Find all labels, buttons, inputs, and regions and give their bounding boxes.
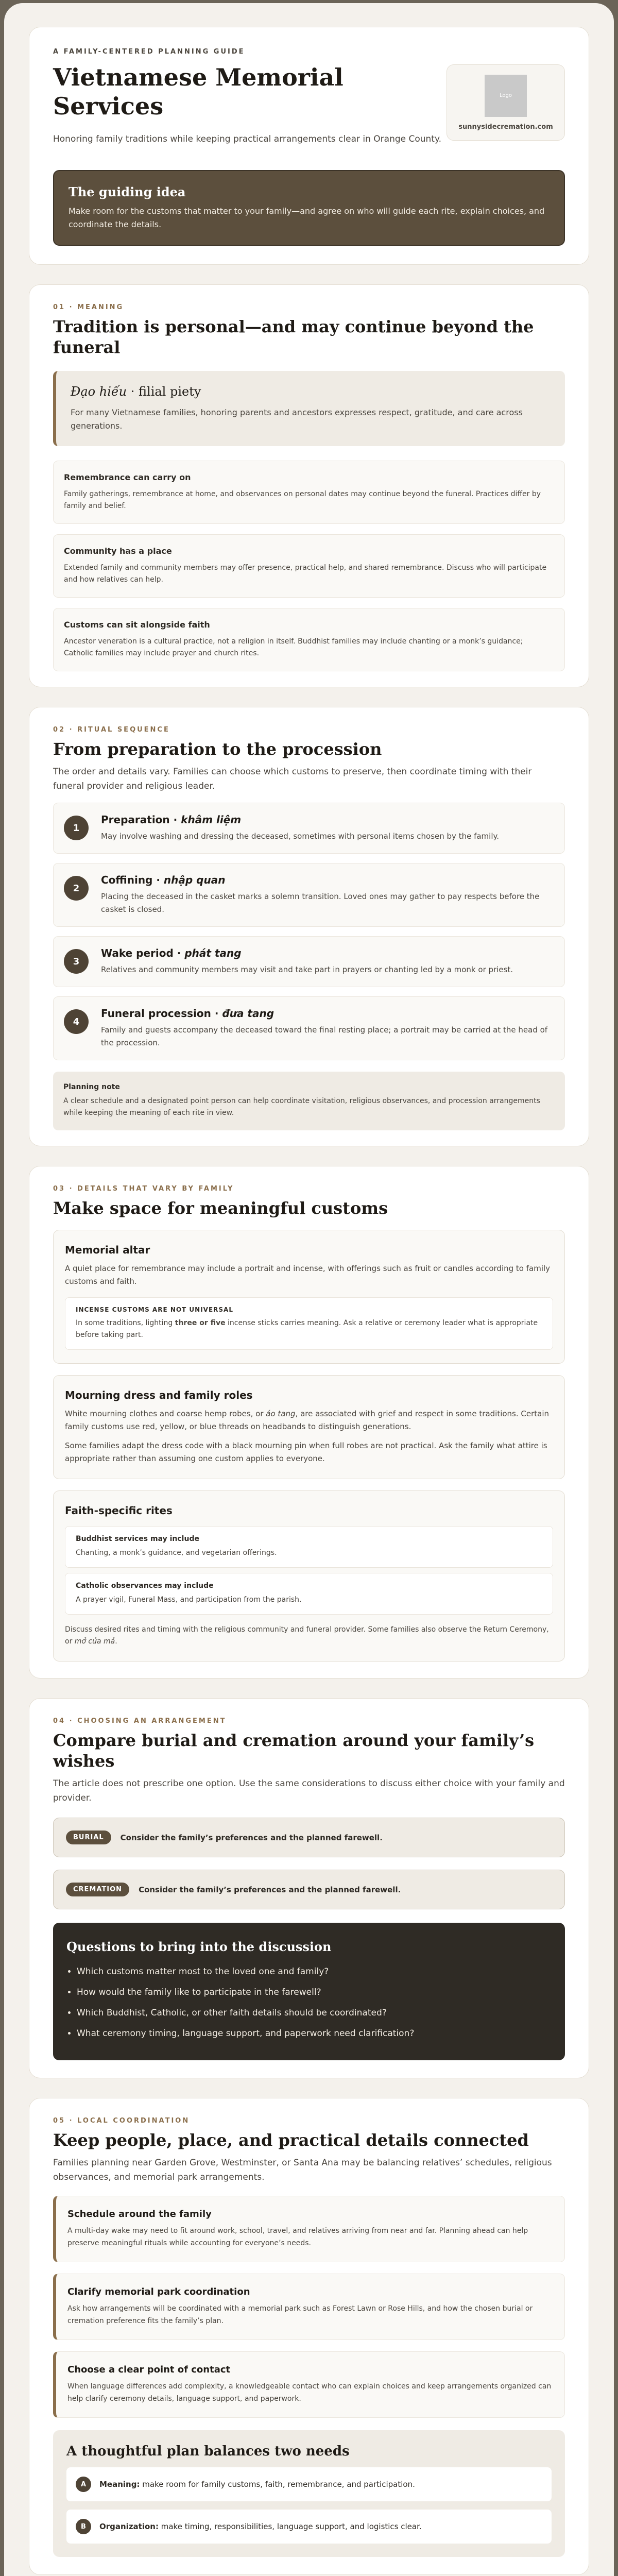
local-eyebrow: 05 · LOCAL COORDINATION bbox=[53, 2117, 190, 2125]
memorial-altar-card bbox=[53, 1230, 565, 1364]
guiding-idea-body: Make room for the customs that matter to your family—and agree on who will guide each rite, explain choices, and coordinate the details. bbox=[68, 206, 545, 229]
step-number: 1 bbox=[64, 816, 89, 840]
dress-text-post: , are associated with grief and respect in some traditions. Certain family customs use red, yellow, or blue threads on headbands to distinguish generations. bbox=[65, 1409, 550, 1431]
incense-text-bold: three or five bbox=[175, 1319, 226, 1327]
planning-note-body: A clear schedule and a designated point person can help coordinate visitation, religious observances, and procession arrangements while keeping the meaning of each rite in view. bbox=[63, 1097, 540, 1117]
details-section bbox=[29, 1166, 589, 1679]
meaning-panel bbox=[53, 534, 565, 598]
page-title bbox=[53, 63, 444, 121]
balance-desc: make room for family customs, faith, remembrance, and participation. bbox=[140, 2480, 415, 2489]
option-pill: CREMATION bbox=[66, 1883, 129, 1896]
dress-text-pre: White mourning clothes and coarse hemp robes, or bbox=[65, 1409, 266, 1418]
incense-text-post: incense sticks carries meaning. Ask a relative or ceremony leader what is appropriate before taking part. bbox=[76, 1319, 538, 1339]
faith-rites-card bbox=[53, 1490, 565, 1662]
questions-title: Questions to bring into the discussion bbox=[66, 1939, 332, 1954]
sequence-section bbox=[29, 707, 589, 1146]
incense-note bbox=[65, 1297, 553, 1350]
incense-note-title: INCENSE CUSTOMS ARE NOT UNIVERSAL bbox=[76, 1306, 233, 1313]
balance-label: Meaning: bbox=[99, 2480, 140, 2489]
arrangement-section bbox=[29, 1698, 589, 2078]
local-section bbox=[29, 2098, 589, 2575]
filial-piety-callout bbox=[53, 371, 565, 446]
balance-title: A thoughtful plan balances two needs bbox=[66, 2444, 350, 2459]
faith-footer-term: mở cửa mả bbox=[74, 1637, 115, 1646]
faith-footer-pre: Discuss desired rites and timing with the religious community and funeral provider. Some families also observe the Return Ceremony, or bbox=[65, 1625, 549, 1646]
guiding-idea-box bbox=[53, 170, 565, 246]
step-term: phát tang bbox=[184, 947, 242, 959]
faith-rites-title: Faith-specific rites bbox=[65, 1504, 173, 1517]
dress-term: áo tang bbox=[266, 1409, 296, 1418]
panel-title: Customs can sit alongside faith bbox=[64, 620, 210, 630]
planning-note bbox=[53, 1072, 565, 1130]
step-body: Family and guests accompany the deceased toward the final resting place; a portrait may be carried at the head of the procession. bbox=[101, 1025, 548, 1047]
mourning-dress-body-1 bbox=[65, 1408, 553, 1433]
panel-title: Community has a place bbox=[64, 546, 172, 556]
step-term: nhập quan bbox=[163, 874, 226, 886]
planning-note-title: Planning note bbox=[63, 1083, 120, 1091]
catholic-rites-title: Catholic observances may include bbox=[76, 1582, 214, 1590]
meaning-panel bbox=[53, 461, 565, 524]
details-eyebrow: 03 · DETAILS THAT VARY BY FAMILY bbox=[53, 1185, 234, 1193]
memorial-altar-title: Memorial altar bbox=[65, 1244, 150, 1256]
question-item: • Which Buddhist, Catholic, or other faith details should be coordinated? bbox=[77, 2003, 552, 2023]
burial-option bbox=[53, 1818, 565, 1857]
meaning-title: Tradition is personal—and may continue beyond the funeral bbox=[53, 317, 534, 357]
incense-text-pre: In some traditions, lighting bbox=[76, 1319, 175, 1327]
logo-caption: sunnysidecremation.com bbox=[458, 123, 553, 131]
logo-image bbox=[485, 75, 527, 117]
step-term: đưa tang bbox=[222, 1007, 274, 1020]
callout-term: Đạo hiếu bbox=[71, 384, 127, 399]
balance-box bbox=[53, 2430, 565, 2557]
local-panel-title: Choose a clear point of contact bbox=[67, 2364, 231, 2375]
incense-note-body bbox=[76, 1317, 542, 1341]
cremation-option bbox=[53, 1870, 565, 1909]
step-body: Relatives and community members may visit and take part in prayers or chanting led by a monk or priest. bbox=[101, 965, 513, 974]
ritual-step bbox=[53, 803, 565, 854]
panel-body: Extended family and community members may offer presence, practical help, and shared remembrance. Discuss who will participate and how relatives can help. bbox=[64, 564, 547, 584]
balance-item bbox=[66, 2510, 552, 2544]
local-panel-title: Schedule around the family bbox=[67, 2209, 212, 2219]
step-name: Coffining bbox=[101, 874, 153, 886]
option-pill: BURIAL bbox=[66, 1831, 111, 1844]
hero-card bbox=[29, 27, 589, 265]
balance-letter: A bbox=[76, 2477, 91, 2492]
buddhist-rites bbox=[65, 1526, 553, 1568]
local-panel bbox=[53, 2351, 565, 2418]
step-term: khâm liệm bbox=[181, 814, 242, 826]
page-title-line2: Services bbox=[53, 92, 164, 120]
local-panel-title: Clarify memorial park coordination bbox=[67, 2286, 250, 2297]
local-panel-body: When language differences add complexity, a knowledgeable contact who can explain choices and keep arrangements organized can help clarify ceremony details, language support, and paperwork. bbox=[67, 2382, 552, 2403]
step-number: 3 bbox=[64, 949, 89, 974]
arrangement-title: Compare burial and cremation around your family’s wishes bbox=[53, 1731, 535, 1771]
local-title: Keep people, place, and practical details connected bbox=[53, 2130, 529, 2150]
local-panel-body: A multi-day wake may need to fit around work, school, travel, and relatives arriving from near and far. Planning ahead can help preserve meaningful rituals while accounting for everyone’s needs. bbox=[67, 2227, 528, 2247]
step-title: Funeral procession · đưa tang bbox=[101, 1007, 274, 1020]
questions-list bbox=[66, 1961, 552, 2044]
question-item: • Which customs matter most to the loved one and family? bbox=[77, 1961, 552, 1982]
catholic-rites-body: A prayer vigil, Funeral Mass, and participation from the parish. bbox=[76, 1596, 302, 1604]
meaning-panel bbox=[53, 608, 565, 671]
hero-header bbox=[53, 48, 565, 146]
ritual-step bbox=[53, 936, 565, 987]
sequence-title: From preparation to the procession bbox=[53, 739, 382, 759]
callout-rest: · filial piety bbox=[127, 384, 201, 399]
arrangement-eyebrow: 04 · CHOOSING AN ARRANGEMENT bbox=[53, 1717, 227, 1725]
callout-body: For many Vietnamese families, honoring parents and ancestors expresses respect, gratitude, and care across generations. bbox=[71, 408, 523, 431]
balance-desc: make timing, responsibilities, language support, and logistics clear. bbox=[158, 2522, 422, 2531]
option-label: Consider the family’s preferences and the planned farewell. bbox=[120, 1833, 383, 1842]
balance-label: Organization: bbox=[99, 2522, 159, 2531]
logo-alt: Logo bbox=[500, 93, 512, 98]
faith-rites-footer bbox=[65, 1624, 553, 1648]
panel-body: Ancestor veneration is a cultural practice, not a religion in itself. Buddhist families may include chanting or a monk’s guidance; Catholic families may include prayer and church rites. bbox=[64, 637, 523, 657]
ritual-step bbox=[53, 996, 565, 1060]
ritual-step bbox=[53, 863, 565, 927]
memorial-altar-body: A quiet place for remembrance may include a portrait and incense, with offerings such as fruit or candles according to family customs and faith. bbox=[65, 1264, 551, 1286]
local-panel bbox=[53, 2274, 565, 2340]
step-title: Wake period · phát tang bbox=[101, 947, 242, 959]
mourning-dress-card bbox=[53, 1375, 565, 1479]
step-name: Wake period bbox=[101, 947, 174, 959]
panel-title: Remembrance can carry on bbox=[64, 472, 191, 482]
local-panel bbox=[53, 2196, 565, 2262]
panel-body: Family gatherings, remembrance at home, and observances on personal dates may continue beyond the funeral. Practices differ by family and belief. bbox=[64, 490, 541, 510]
step-title: Preparation · khâm liệm bbox=[101, 814, 242, 826]
discussion-questions bbox=[53, 1923, 565, 2060]
faith-footer-post: . bbox=[115, 1637, 117, 1646]
balance-letter: B bbox=[76, 2519, 91, 2534]
buddhist-rites-title: Buddhist services may include bbox=[76, 1535, 199, 1543]
balance-text bbox=[99, 2522, 422, 2531]
sequence-eyebrow: 02 · RITUAL SEQUENCE bbox=[53, 726, 170, 734]
hero-subtitle: Honoring family traditions while keeping practical arrangements clear in Orange County. bbox=[53, 134, 442, 144]
logo-box bbox=[447, 64, 565, 141]
buddhist-rites-body: Chanting, a monk’s guidance, and vegetarian offerings. bbox=[76, 1549, 277, 1557]
step-name: Preparation bbox=[101, 814, 170, 826]
question-item: • What ceremony timing, language support, and paperwork need clarification? bbox=[77, 2023, 552, 2044]
page-title-line1: Vietnamese Memorial bbox=[53, 63, 344, 91]
balance-text bbox=[99, 2480, 415, 2489]
mourning-dress-title: Mourning dress and family roles bbox=[65, 1389, 253, 1401]
balance-item bbox=[66, 2467, 552, 2501]
catholic-rites bbox=[65, 1573, 553, 1615]
mourning-dress-body-2: Some families adapt the dress code with a black mourning pin when full robes are not practical. Ask the family what attire is appropriate rather than assuming one custom applies to everyone. bbox=[65, 1441, 547, 1463]
page bbox=[4, 3, 614, 2576]
guiding-idea-title: The guiding idea bbox=[68, 184, 186, 199]
step-body: May involve washing and dressing the deceased, sometimes with personal items chosen by the family. bbox=[101, 832, 500, 841]
meaning-eyebrow: 01 · MEANING bbox=[53, 303, 124, 311]
callout-title bbox=[71, 384, 551, 399]
step-number: 4 bbox=[64, 1009, 89, 1034]
local-panel-body: Ask how arrangements will be coordinated with a memorial park such as Forest Lawn or Rose Hills, and how the chosen burial or cremation preference fits the family’s plan. bbox=[67, 2304, 533, 2325]
hero-eyebrow: A FAMILY-CENTERED PLANNING GUIDE bbox=[53, 48, 245, 56]
step-title: Coffining · nhập quan bbox=[101, 874, 226, 886]
step-name: Funeral procession bbox=[101, 1007, 211, 1020]
sequence-intro: The order and details vary. Families can choose which customs to preserve, then coordinate timing with their funeral provider and religious leader. bbox=[53, 767, 532, 791]
option-label: Consider the family’s preferences and the planned farewell. bbox=[139, 1885, 401, 1894]
step-number: 2 bbox=[64, 876, 89, 901]
details-title: Make space for meaningful customs bbox=[53, 1198, 388, 1218]
local-intro: Families planning near Garden Grove, Westminster, or Santa Ana may be balancing relatives’ schedules, religious observances, and memorial park arrangements. bbox=[53, 2158, 552, 2182]
question-item: • How would the family like to participate in the farewell? bbox=[77, 1982, 552, 2003]
meaning-section bbox=[29, 284, 589, 687]
step-body: Placing the deceased in the casket marks a solemn transition. Loved ones may gather to pay respects before the casket is closed. bbox=[101, 892, 540, 914]
arrangement-intro: The article does not prescribe one option. Use the same considerations to discuss either choice with your family and provider. bbox=[53, 1778, 565, 1803]
